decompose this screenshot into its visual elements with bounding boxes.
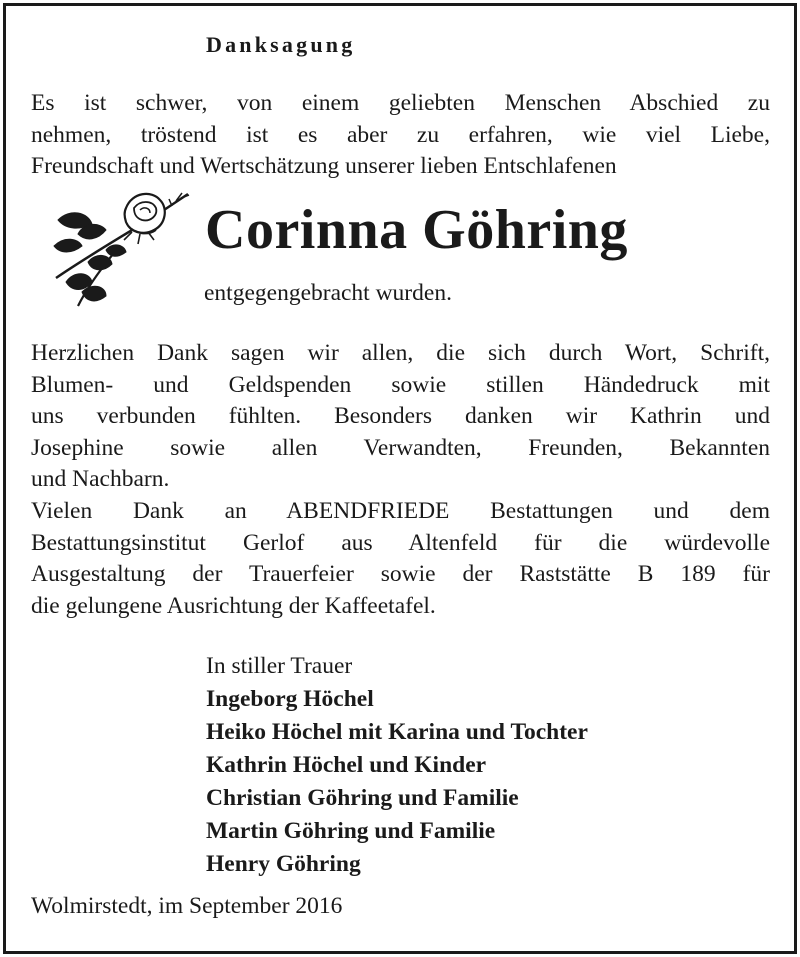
mourner-name: Martin Göhring und Familie [206, 818, 496, 844]
notice-heading: Danksagung [206, 32, 356, 57]
thanks-line: Herzlichen Dank sagen wir allen, die sich durch Wort, Schrift, [31, 340, 770, 366]
thanks2-line: Ausgestaltung der Trauerfeier sowie der Raststätte B 189 für [31, 561, 770, 587]
thanks-line: Blumen- und Geldspenden sowie stillen Händedruck mit [31, 371, 770, 398]
rose-icon [48, 186, 198, 316]
thanks-line: uns verbunden fühlten. Besonders danken wir Kathrin und [31, 403, 770, 429]
thanks2-line: Bestattungsinstitut Gerlof aus Altenfeld für die würdevolle [31, 529, 770, 556]
thanks2-line: Vielen Dank an ABENDFRIEDE Bestattungen und dem [31, 498, 770, 524]
mourning-lead: In stiller Trauer [206, 653, 353, 679]
mourner-name: Christian Göhring und Familie [206, 785, 519, 811]
thanks-paragraph [31, 338, 770, 496]
intro-line: nehmen, tröstend ist es aber zu erfahren, wie viel Liebe, [31, 121, 770, 148]
mourner-name: Heiko Höchel mit Karina und Tochter [206, 719, 588, 745]
place-date: Wolmirstedt, im September 2016 [31, 893, 343, 919]
mourners-block [206, 650, 588, 881]
intro-line: Freundschaft und Wertschätzung unserer lieben Entschlafenen [31, 153, 617, 179]
mourner-name: Kathrin Höchel und Kinder [206, 752, 487, 778]
intro-paragraph [31, 88, 770, 183]
mourner-name: Henry Göhring [206, 851, 361, 877]
thanks2-line: die gelungene Ausrichtung der Kaffeetafel. [31, 592, 436, 619]
thanks-line: und Nachbarn. [31, 466, 170, 492]
intro-line: Es ist schwer, von einem geliebten Menschen Abschied zu [31, 90, 770, 116]
mourner-name: Ingeborg Höchel [206, 686, 374, 712]
after-name-text: entgegengebracht wurden. [204, 280, 452, 306]
thanks-line: Josephine sowie allen Verwandten, Freunden, Bekannten [31, 434, 770, 461]
deceased-name: Corinna Göhring [205, 199, 628, 261]
thanks2-paragraph [31, 496, 770, 622]
